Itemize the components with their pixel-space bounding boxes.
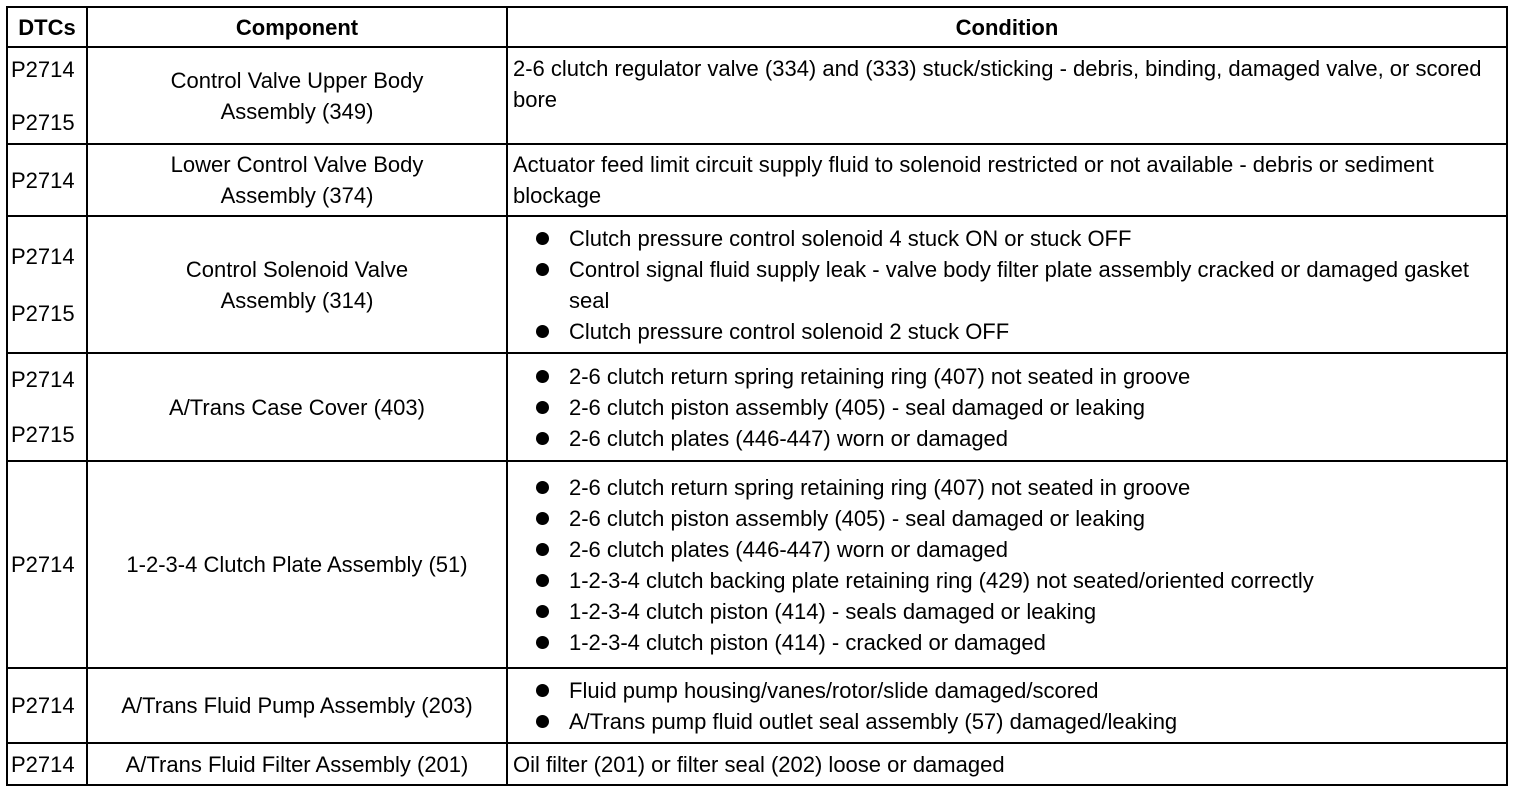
dtc-cell xyxy=(7,216,87,353)
dtc-cell xyxy=(7,743,87,785)
condition-bullet: 1-2-3-4 clutch backing plate retaining ring (429) not seated/oriented correctly xyxy=(535,565,1502,596)
component-name-line: A/Trans Fluid Pump Assembly (203) xyxy=(121,693,473,718)
component-name-line: Control Solenoid Valve xyxy=(185,256,409,282)
condition-cell xyxy=(507,144,1507,216)
dtc-code: P2715 xyxy=(11,422,75,447)
condition-cell xyxy=(507,47,1507,144)
dtc-code: P2715 xyxy=(11,109,75,135)
condition-bullet-list xyxy=(513,223,1502,347)
table-row xyxy=(7,144,1507,216)
condition-bullet: 2-6 clutch return spring retaining ring (407) not seated in groove xyxy=(535,472,1502,503)
component-name-line: Assembly (374) xyxy=(220,183,374,208)
dtc-cell xyxy=(7,668,87,743)
component-cell xyxy=(87,47,507,144)
dtc-code: P2714 xyxy=(11,243,75,269)
condition-bullet: 2-6 clutch piston assembly (405) - seal damaged or leaking xyxy=(535,392,1502,423)
component-cell xyxy=(87,743,507,785)
table-row xyxy=(7,461,1507,668)
condition-bullet: 1-2-3-4 clutch piston (414) - seals damaged or leaking xyxy=(535,596,1502,627)
condition-text: 2-6 clutch regulator valve (334) and (333) stuck/sticking - debris, binding, damaged valve, or scored bore xyxy=(513,56,1482,112)
component-cell xyxy=(87,216,507,353)
component-cell xyxy=(87,144,507,216)
header-dtcs: DTCs xyxy=(7,7,87,47)
dtc-code: P2714 xyxy=(11,167,75,193)
dtc-cell xyxy=(7,353,87,461)
component-name-line: Assembly (314) xyxy=(220,287,374,313)
condition-bullet: Clutch pressure control solenoid 2 stuck OFF xyxy=(535,316,1502,347)
condition-bullet: A/Trans pump fluid outlet seal assembly (57) damaged/leaking xyxy=(535,706,1502,737)
dtc-code: P2714 xyxy=(11,367,75,392)
table-row xyxy=(7,216,1507,353)
condition-cell xyxy=(507,216,1507,353)
component-name-line: A/Trans Case Cover (403) xyxy=(169,394,425,420)
header-component: Component xyxy=(87,7,507,47)
condition-bullet-list xyxy=(513,361,1502,454)
condition-cell xyxy=(507,461,1507,668)
dtc-cell xyxy=(7,47,87,144)
condition-bullet: Clutch pressure control solenoid 4 stuck ON or stuck OFF xyxy=(535,223,1502,254)
condition-cell xyxy=(507,668,1507,743)
condition-bullet-list xyxy=(513,472,1502,658)
dtc-code: P2715 xyxy=(11,300,75,326)
dtc-code: P2714 xyxy=(11,552,75,577)
condition-bullet: 2-6 clutch piston assembly (405) - seal damaged or leaking xyxy=(535,503,1502,534)
dtc-code: P2714 xyxy=(11,751,75,777)
dtc-code: P2714 xyxy=(11,56,75,82)
condition-cell xyxy=(507,743,1507,785)
table-row xyxy=(7,353,1507,461)
component-name-line: Control Valve Upper Body xyxy=(170,67,424,93)
component-name-line: 1-2-3-4 Clutch Plate Assembly (51) xyxy=(126,552,468,577)
condition-bullet: Fluid pump housing/vanes/rotor/slide damaged/scored xyxy=(535,675,1502,706)
condition-text: Actuator feed limit circuit supply fluid to solenoid restricted or not available - debris or sediment blockage xyxy=(513,152,1434,208)
dtc-diagnostic-table xyxy=(6,6,1508,786)
component-cell xyxy=(87,668,507,743)
component-name-line: A/Trans Fluid Filter Assembly (201) xyxy=(125,751,469,777)
condition-text: Oil filter (201) or filter seal (202) loose or damaged xyxy=(513,751,1005,777)
condition-bullet: 2-6 clutch return spring retaining ring (407) not seated in groove xyxy=(535,361,1502,392)
condition-bullet-list xyxy=(513,675,1502,737)
condition-bullet: 2-6 clutch plates (446-447) worn or damaged xyxy=(535,423,1502,454)
condition-bullet: 2-6 clutch plates (446-447) worn or damaged xyxy=(535,534,1502,565)
header-condition: Condition xyxy=(507,7,1507,47)
component-name-line: Assembly (349) xyxy=(220,98,374,124)
table-row xyxy=(7,743,1507,785)
component-cell xyxy=(87,353,507,461)
condition-bullet: 1-2-3-4 clutch piston (414) - cracked or damaged xyxy=(535,627,1502,658)
dtc-cell xyxy=(7,144,87,216)
header-row xyxy=(7,7,1507,47)
component-cell xyxy=(87,461,507,668)
component-name-line: Lower Control Valve Body xyxy=(170,152,424,177)
table-row xyxy=(7,668,1507,743)
table-row xyxy=(7,47,1507,144)
condition-cell xyxy=(507,353,1507,461)
dtc-code: P2714 xyxy=(11,693,75,718)
dtc-cell xyxy=(7,461,87,668)
condition-bullet: Control signal fluid supply leak - valve body filter plate assembly cracked or damaged gasket seal xyxy=(535,254,1502,316)
